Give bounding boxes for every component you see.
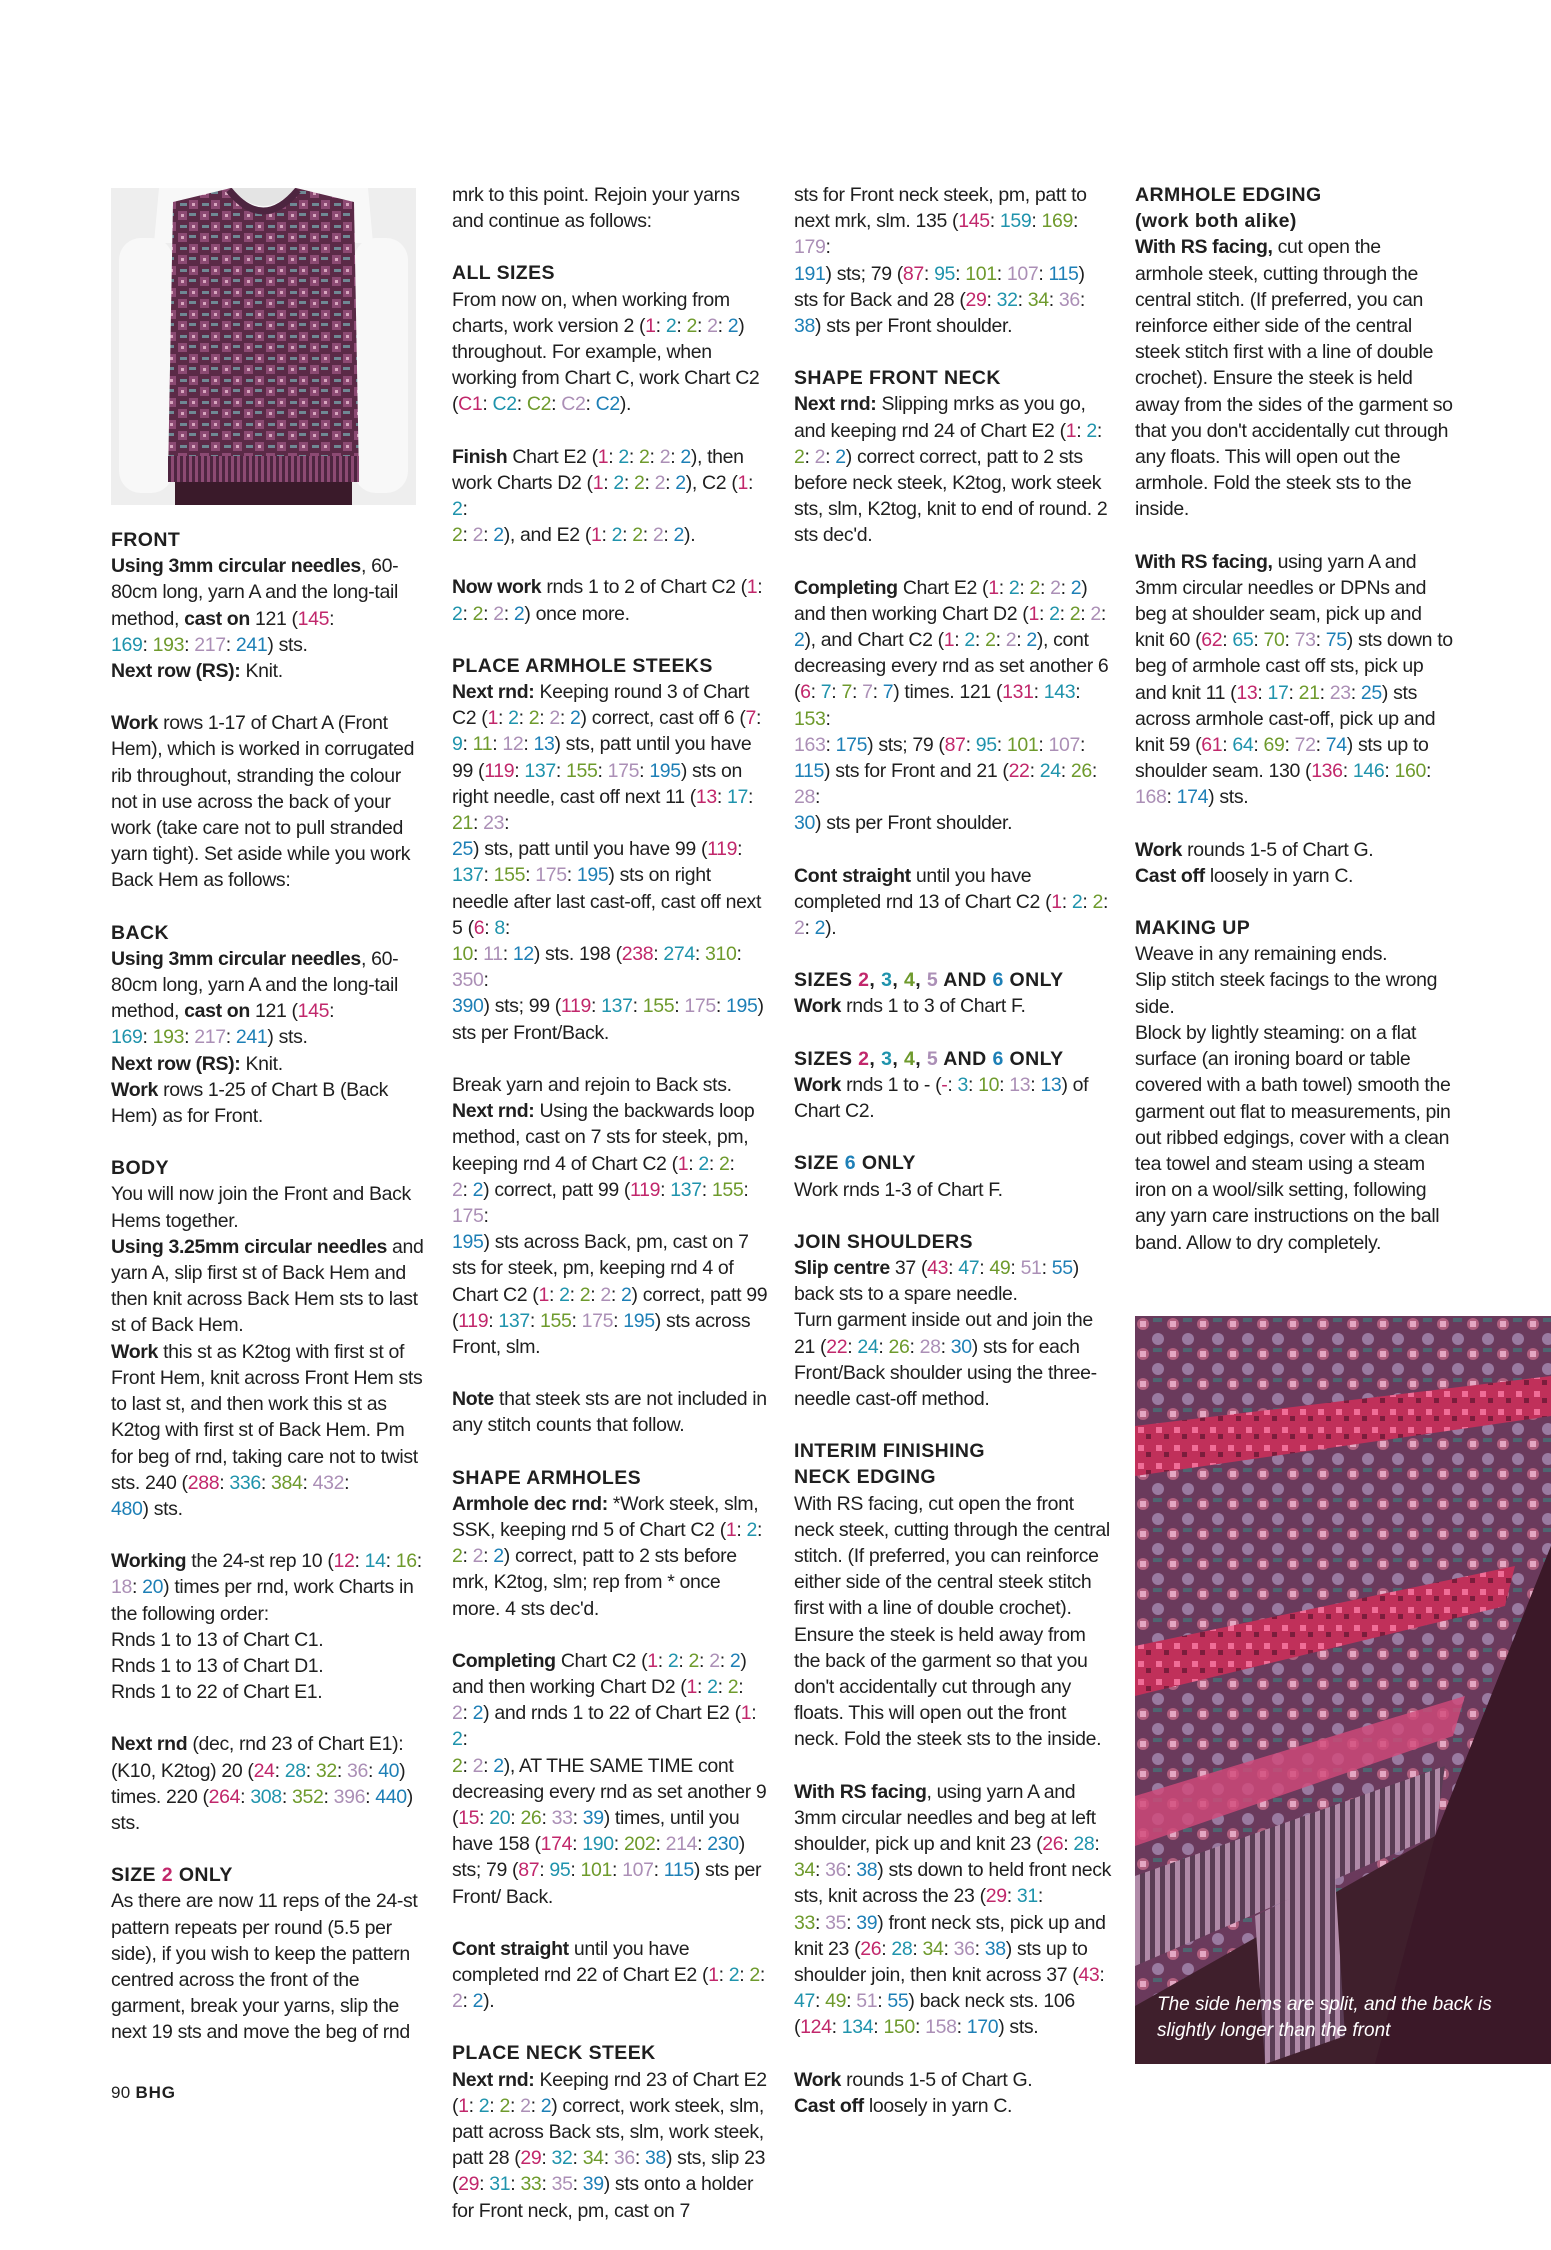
armhole-steeks-heading: PLACE ARMHOLE STEEKS (452, 654, 713, 677)
armhole-edging-text: With RS facing, cut open the armhole steek, cutting through the central stitch. (If preferred, you can reinforce either side of the central steek stitch first with a line of double crochet). Ensure the steek is held away from the sides of the garment so that you don't accidentally cut through any floats. This will open out the armhole. Fold the steek sts to the inside. (1135, 236, 1453, 521)
shape-front-neck-text: Next rnd: Slipping mrks as you go, and keeping rnd 24 of Chart E2 (1: 2: 2: 2: 2) correct correct, patt to 2 sts before neck steek, K2tog, work steek sts, slm, K2tog, knit to end of round. 2 sts dec'd. (794, 393, 1108, 547)
page-folio (111, 2083, 176, 2103)
interim-heading-1: INTERIM FINISHING (794, 1440, 985, 1463)
col2-cont: mrk to this point. Rejoin your yarns and continue as follows: (452, 184, 740, 233)
body-text: You will now join the Front and Back Hems together. Using 3.25mm circular needles and yarn A, slip first st of Back Hem and then knit across Back Hem sts to last st of Back Hem. Work this st as K2tog with first st of Front Hem, knit across Front Hem sts to last st, and then work this st as K2tog with first st of Back Hem. Pm for beg of rnd, taking care not to twist sts. 240 (288: 336: 384: 432: 480) sts. (111, 1183, 424, 1520)
completing-2-text: Completing Chart E2 (1: 2: 2: 2: 2) and then working Chart D2 (1: 2: 2: 2: 2), and Chart C2 (1: 2: 2: 2: 2), cont decreasing every rnd as set another 6 (6: 7: 7: 7: 7) times. 121 (131: 143: 153: 163: 175) sts; 79 (87: 95: 101: 107: 115) sts for Front and 21 (22: 24: 26: 28: 30) sts per Front shoulder. (794, 576, 1109, 835)
size6-text: Work rnds 1-3 of Chart F. (794, 1178, 1003, 1201)
column-3 (794, 182, 1112, 2145)
page-number: 90 (111, 2083, 131, 2102)
hem-detail-photo (1135, 1316, 1551, 2064)
interim-text: With RS facing, cut open the front neck steek, cutting through the central stitch. (If preferred, you can reinforce either side of the central steek stitch first with a line of double crochet). Ensure the steek is held away from the back of the garment so that you don't accidentally cut through any floats. This will open out the front neck. Fold the steek sts to the inside. (794, 1492, 1110, 1751)
size6-heading: SIZE 6 ONLY (794, 1152, 916, 1175)
now-work-text: Now work rnds 1 to 2 of Chart C2 (1: 2: 2: 2: 2) once more. (452, 576, 763, 625)
sizes-text-1: Work rnds 1 to 3 of Chart F. (794, 995, 1026, 1018)
join-shoulders-text: Slip centre 37 (43: 47: 49: 51: 55) back sts to a spare needle. Turn garment inside out and join the 21 (22: 24: 26: 28: 30) sts for each Front/Back shoulder using the three-needle cast-off method. (794, 1256, 1097, 1410)
column-4 (1135, 182, 1453, 1282)
cont-straight-2-text: Cont straight until you have completed rnd 13 of Chart C2 (1: 2: 2: 2: 2). (794, 864, 1109, 940)
shape-front-neck-heading: SHAPE FRONT NECK (794, 367, 1001, 390)
col3-cont: sts for Front neck steek, pm, patt to next mrk, slm. 135 (145: 159: 169: 179: 191) sts; 79 (87: 95: 101: 107: 115) sts for Back and 28 (29: 32: 34: 36: 38) sts per Front shoulder. (794, 184, 1087, 338)
note-text: Note that steek sts are not included in any stitch counts that follow. (452, 1388, 767, 1437)
neck-steek-heading: PLACE NECK STEEK (452, 2042, 656, 2065)
shape-armholes-heading: SHAPE ARMHOLES (452, 1466, 642, 1489)
size2-heading: SIZE 2 ONLY (111, 1864, 233, 1887)
finish-text: Finish Chart E2 (1: 2: 2: 2: 2), then work Charts D2 (1: 2: 2: 2: 2), C2 (1: 2: 2: 2: 2), and E2 (1: 2: 2: 2: 2). (452, 445, 754, 547)
all-sizes-heading: ALL SIZES (452, 262, 555, 285)
making-up-text: Weave in any remaining ends. Slip stitch steek facings to the wrong side. Block by lightly steaming: on a flat surface (an ironing board or table covered with a bath towel) smooth the garment out flat to measurements, pin out ribbed edgings, cover with a clean tea towel and steam using a steam iron on a wool/silk setting, following any yarn care instructions on the ball band. Allow to dry completely. (1135, 943, 1451, 1254)
shape-armholes-text: Armhole dec rnd: *Work steek, slm, SSK, keeping rnd 5 of Chart C2 (1: 2: 2: 2: 2) correct, patt to 2 sts before mrk, K2tog, slm; rep from * once more. 4 sts dec'd. (452, 1492, 763, 1620)
armhole-rs-text: With RS facing, using yarn A and 3mm circular needles or DPNs and beg at shoulder seam, pick up and knit 60 (62: 65: 70: 73: 75) sts down to beg of armhole cast off sts, pick up and knit 11 (13: 17: 21: 23: 25) sts across armhole cast-off, pick up and knit 59 (61: 64: 69: 72: 74) sts up to shoulder seam. 130 (136: 146: 160: 168: 174) sts. (1135, 550, 1453, 809)
sizes-heading-1: SIZES 2, 3, 4, 5 AND 6 ONLY (794, 969, 1064, 992)
interim-heading-2: NECK EDGING (794, 1466, 936, 1489)
front-text-2: Work rows 1-17 of Chart A (Front Hem), which is worked in corrugated rib throughout, stranding the colour not in use across the back of your work (take care not to pull stranded yarn tight). Set aside while you work Back Hem as follows: (111, 712, 415, 892)
col4-work-rounds: Work rounds 1-5 of Chart G. Cast off loosely in yarn C. (1135, 838, 1374, 887)
column-2 (452, 182, 770, 2250)
magazine-name: BHG (135, 2083, 176, 2102)
back-heading: BACK (111, 921, 169, 944)
front-heading: FRONT (111, 529, 181, 551)
body-heading: BODY (111, 1157, 169, 1180)
rs-facing-text: With RS facing, using yarn A and 3mm circular needles and beg at left shoulder, pick up and knit 23 (26: 28: 34: 36: 38) sts down to held front neck sts, knit across the 23 (29: 31: 33: 35: 39) front neck sts, pick up and knit 23 (26: 28: 34: 36: 38) sts up to shoulder join, then knit across 37 (43: 47: 49: 51: 55) back neck sts. 106 (124: 134: 150: 158: 170) sts. (794, 1780, 1112, 2039)
armhole-steeks-text: Next rnd: Keeping round 3 of Chart C2 (1: 2: 2: 2: 2) correct, cast off 6 (7: 9: 11: 12: 13) sts, patt until you have 99 (119: 137: 155: 175: 195) sts on right needle, cast off next 11 (13: 17: 21: 23: 25) sts, patt until you have 99 (119: 137: 155: 175: 195) sts on right needle after last cast-off, cast off next 5 (6: 8: 10: 11: 12) sts. 198 (238: 274: 310: 350: 390) sts; 99 (119: 137: 155: 175: 195) sts per Front/Back. (452, 681, 764, 1044)
body-text-2: Working the 24-st rep 10 (12: 14: 16: 18: 20) times per rnd, work Charts in the following order: Rnds 1 to 13 of Chart C1. Rnds 1 to 13 of Chart D1. Rnds 1 to 22 of Chart E1. (111, 1550, 422, 1704)
making-up-heading: MAKING UP (1135, 917, 1251, 940)
column-1 (111, 182, 429, 2072)
armhole-edging-heading: ARMHOLE EDGING (1135, 184, 1322, 206)
sizes-heading-2: SIZES 2, 3, 4, 5 AND 6 ONLY (794, 1047, 1064, 1070)
front-text: Using 3mm circular needles, 60-80cm long, yarn A and the long-tail method, cast on 121 (145: 169: 193: 217: 241) sts. Next row (RS): Knit. (111, 555, 399, 683)
neck-steek-text: Next rnd: Keeping rnd 23 of Chart E2 (1: 2: 2: 2: 2) correct, work steek, slm, patt across Back sts, slm, work steek, patt 28 (29: 32: 34: 36: 38) sts, slip 23 (29: 31: 33: 35: 39) sts onto a holder for Front neck, pm, cast on 7 (452, 2068, 767, 2222)
col3-work-rounds: Work rounds 1-5 of Chart G. Cast off loosely in yarn C. (794, 2068, 1033, 2117)
sizes-text-2: Work rnds 1 to - (-: 3: 10: 13: 13) of Chart C2. (794, 1073, 1089, 1123)
completing-text: Completing Chart C2 (1: 2: 2: 2: 2) and then working Chart D2 (1: 2: 2: 2: 2) and rnds 1 to 22 of Chart E2 (1: 2: 2: 2: 2), AT THE SAME TIME cont decreasing every rnd as set another 9 (15: 20: 26: 33: 39) times, until you have 158 (174: 190: 202: 214: 230) sts; 79 (87: 95: 101: 107: 115) sts per Front/ Back. (452, 1649, 767, 1908)
back-text: Using 3mm circular needles, 60-80cm long, yarn A and the long-tail method, cast on 121 (145: 169: 193: 217: 241) sts. Next row (RS): Knit. Work rows 1-25 of Chart B (Back Hem) as for Front. (111, 947, 399, 1128)
armhole-edging-sub: (work both alike) (1135, 210, 1297, 233)
hem-detail-illustration (1135, 1316, 1551, 2064)
cont-straight-text: Cont straight until you have completed rnd 22 of Chart E2 (1: 2: 2: 2: 2). (452, 1937, 765, 2013)
join-shoulders-heading: JOIN SHOULDERS (794, 1230, 973, 1253)
break-yarn-text: Break yarn and rejoin to Back sts. Next rnd: Using the backwards loop method, cast on 7 sts for steek, pm, keeping rnd 4 of Chart C2 (1: 2: 2: 2: 2) correct, patt 99 (119: 137: 155: 175: 195) sts across Back, pm, cast on 7 sts for steek, pm, keeping rnd 4 of Chart C2 (1: 2: 2: 2: 2) correct, patt 99 (119: 137: 155: 175: 195) sts across Front, slm. (452, 1073, 768, 1358)
size2-text: As there are now 11 reps of the 24-st pattern repeats per round (5.5 per side), if you wish to keep the pattern centred across the front of the garment, break your yarns, slip the next 19 sts and move the beg of rnd (111, 1890, 418, 2044)
all-sizes-text: From now on, when working from charts, work version 2 (1: 2: 2: 2: 2) throughout. For example, when working from Chart C, work Chart C2 (C1: C2: C2: C2: C2). (452, 288, 760, 416)
body-text-3: Next rnd (dec, rnd 23 of Chart E1): (K10, K2tog) 20 (24: 28: 32: 36: 40) times. 220 (264: 308: 352: 396: 440) sts. (111, 1733, 413, 1834)
photo-caption: The side hems are split, and the back is slightly longer than the front (1157, 1994, 1492, 2041)
